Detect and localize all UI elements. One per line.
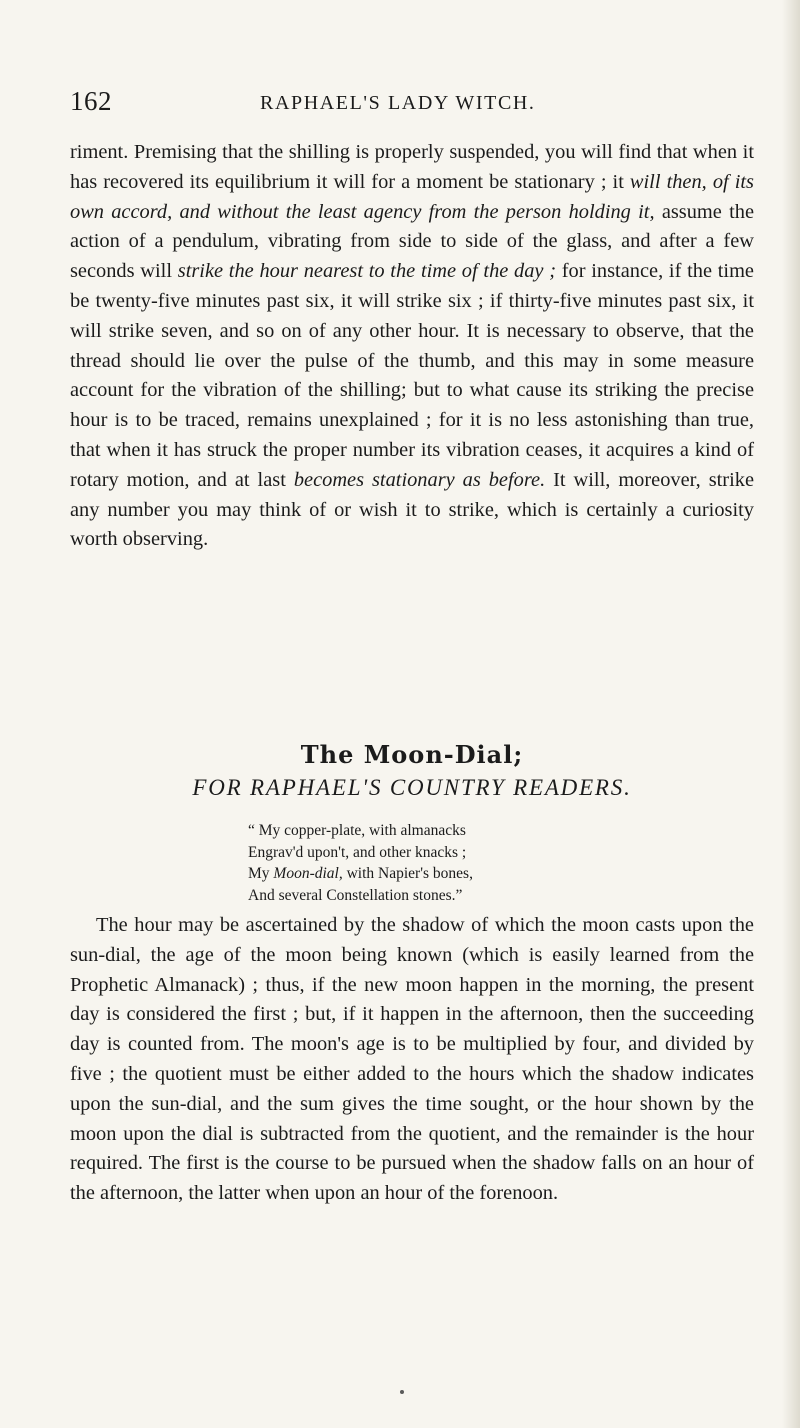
- running-title: RAPHAEL'S LADY WITCH.: [260, 92, 536, 114]
- page-edge-shadow: [782, 0, 800, 1428]
- paragraph-text: [70, 138, 754, 555]
- running-head: [70, 86, 760, 126]
- italic-run: becomes stationary as before.: [293, 468, 546, 491]
- text-run: for instance, if the time be twenty-five minutes past six, it will strike six ; if thirty-five minutes past six, it will strike seven, and so on of any other hour. It is necessary to observe, that the thread should lie over the pulse of the thumb, and this may in some measure account for the vibration of the shilling; but to what cause its striking the precise hour is to be traced, remains unexplained ; for it is no less astonishing than true, that when it has struck the proper number its vibration ceases, it acquires a kind of rotary motion, and at last: [70, 260, 754, 491]
- text-run: with Napier's bones,: [342, 865, 473, 882]
- italic-run: will then, of its own accord, and without the least agency from the person holding it,: [70, 170, 754, 223]
- section-heading: [70, 740, 754, 801]
- paragraph-text: The hour may be ascertained by the shadow of which the moon casts upon the sun-dial, the age of the moon being known (which is easily learned from the Prophetic Almanack) ; thus, if the new moon happen in the morning, the present day is considered the first ; but, if it happen in the afternoon, then the succeeding day is counted from. The moon's age is to be multiplied by four, and divided by five ; the quotient must be either added to the hours which the shadow indicates upon the sun-dial, and the sum gives the time sought, or the hour shown by the moon upon the dial is subtracted from the quotient, and the remainder is the hour required. The first is the course to be pursued when the shadow falls on an hour of the afternoon, the latter when upon an hour of the forenoon.: [70, 914, 754, 1205]
- text-run: My: [248, 865, 274, 882]
- paragraph-pendulum: [70, 138, 754, 555]
- epigraph-line: “ My copper-plate, with almanacks: [248, 822, 466, 839]
- page-mark-dot: [400, 1390, 404, 1394]
- epigraph-line: Engrav'd upon't, and other knacks ;: [248, 843, 467, 861]
- paragraph-moon-dial: [70, 911, 754, 1209]
- italic-run: strike the hour nearest to the time of the day ;: [177, 260, 557, 283]
- text-run: It will, moreover, strike any number you may think of or wish it to strike, which is certainly a curiosity worth observing.: [70, 468, 754, 551]
- epigraph-line: [248, 863, 698, 885]
- text-run: assume the action of a pendulum, vibrating from side to side of the glass, and after a few seconds will: [70, 200, 755, 283]
- section-subtitle: FOR RAPHAEL'S COUNTRY READERS.: [192, 775, 632, 800]
- section-title: The Moon-Dial;: [300, 740, 524, 769]
- italic-run: Moon-dial,: [273, 865, 343, 882]
- epigraph-line: And several Constellation stones.”: [248, 886, 463, 904]
- text-run: riment. Premising that the shilling is properly suspended, you will find that when it has recovered its equilibrium it will for a moment be stationary ; it: [70, 141, 754, 193]
- epigraph: [248, 820, 698, 906]
- page-number: 162: [70, 86, 112, 116]
